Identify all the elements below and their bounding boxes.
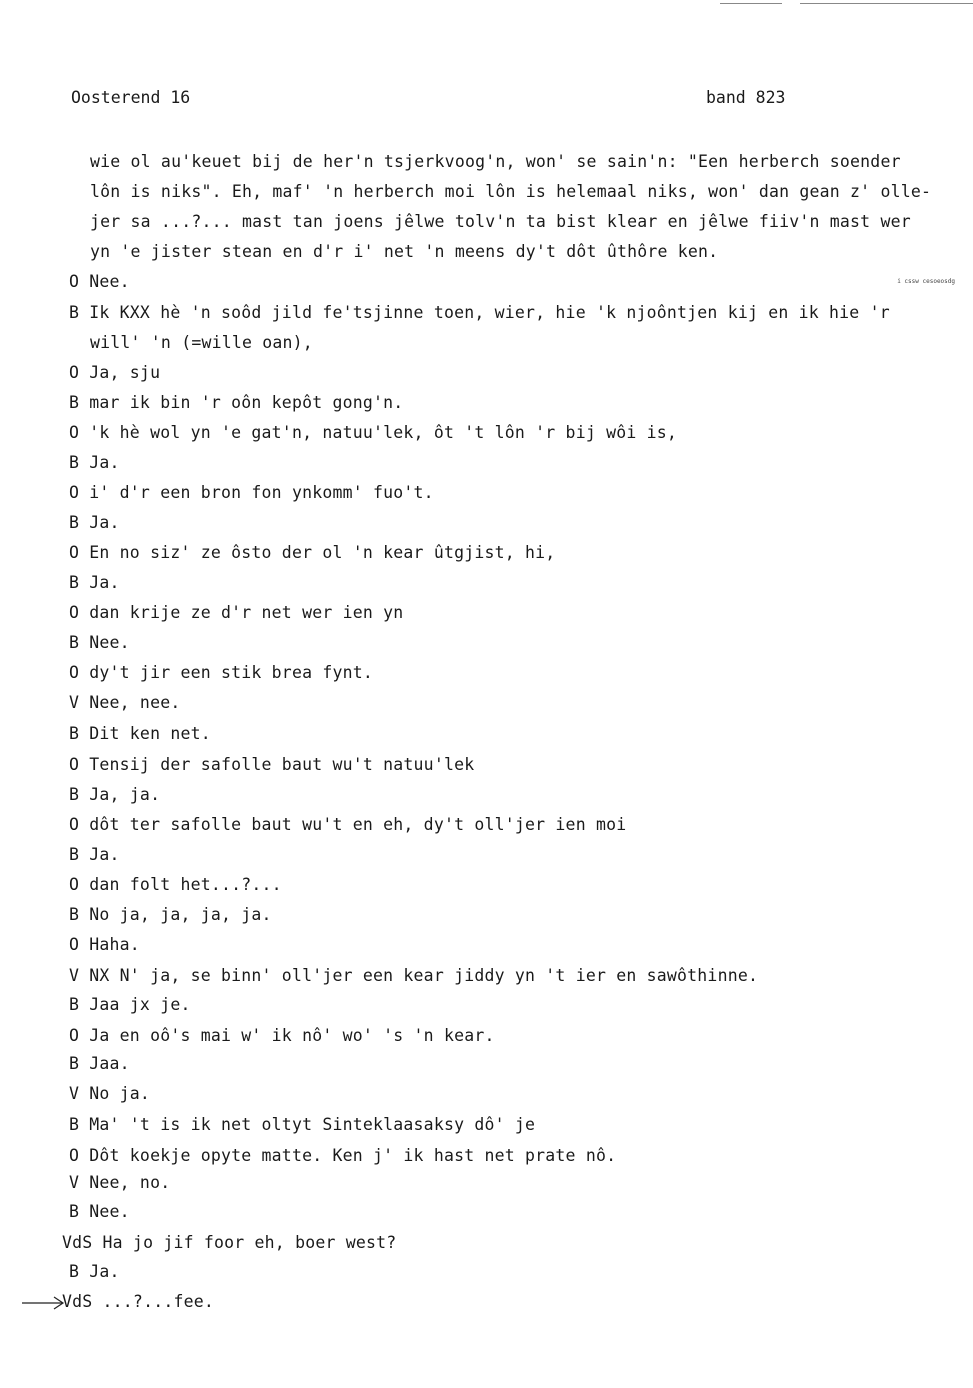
transcript-line: yn 'e jister stean en d'r i' net 'n meens dy't dôt ûthôre ken. [90,242,719,261]
transcript-line: B Ja. [69,845,120,864]
transcript-line: B Dit ken net. [69,724,211,743]
transcript-line: V Nee, no. [69,1173,171,1192]
top-rule [800,3,973,4]
transcript-line: O dy't jir een stik brea fynt. [69,663,374,682]
transcript-line: B Nee. [69,633,130,652]
transcript-line: O Nee. [69,272,130,291]
transcript-line: B Ja, ja. [69,785,161,804]
transcript-line: will' 'n (=wille oan), [90,333,313,352]
transcript-line: B mar ik bin 'r oôn kepôt gong'n. [69,393,404,412]
transcript-line: lôn is niks". Eh, maf' 'n herberch moi lôn is helemaal niks, won' dan gean z' olle- [90,182,932,201]
transcript-line: O i' d'r een bron fon ynkomm' fuo't. [69,483,434,502]
transcript-line: O Ja, sju [69,363,161,382]
transcript-line: V NX N' ja, se binn' oll'jer een kear jiddy yn 't ier en sawôthinne. [69,966,759,985]
transcript-line: wie ol au'keuet bij de her'n tsjerkvoog'n, won' se sain'n: "Een herberch soender [90,152,901,171]
transcript-line: B Jaa. [69,1054,130,1073]
transcript-line: B Ja. [69,1262,120,1281]
transcript-line: O Ja en oô's mai w' ik nô' wo' 's 'n kear. [69,1026,495,1045]
header-tape-number: band 823 [706,88,786,107]
transcript-line: O En no siz' ze ôsto der ol 'n kear ûtgjist, hi, [69,543,556,562]
transcript-line: B Nee. [69,1202,130,1221]
transcript-line: O 'k hè wol yn 'e gat'n, natuu'lek, ôt 't lôn 'r bij wôi is, [69,423,678,442]
transcript-line: V Nee, nee. [69,693,181,712]
transcript-line: B Ja. [69,513,120,532]
transcript-line: B Ja. [69,573,120,592]
transcript-line: O dan folt het...?... [69,875,282,894]
transcript-line: O dan krije ze d'r net wer ien yn [69,603,404,622]
top-rule [720,3,782,4]
margin-arrow-icon [20,1294,66,1310]
transcript-line: V No ja. [69,1084,151,1103]
transcript-line: B No ja, ja, ja, ja. [69,905,272,924]
transcript-line: O dôt ter safolle baut wu't en eh, dy't oll'jer ien moi [69,815,627,834]
transcript-line: O Haha. [69,935,140,954]
transcript-line: B Ma' 't is ik net oltyt Sinteklaasaksy dô' je [69,1115,536,1134]
transcript-line: VdS Ha jo jif foor eh, boer west? [62,1233,397,1252]
transcript-line: O Tensij der safolle baut wu't natuu'lek [69,755,475,774]
header-location: Oosterend 16 [71,88,191,107]
transcript-line: B Ja. [69,453,120,472]
margin-note: i cssw cesoeosdg [897,278,955,285]
transcript-line: VdS ...?...fee. [62,1292,215,1311]
transcript-line: B Jaa jx je. [69,995,191,1014]
transcript-line: O Dôt koekje opyte matte. Ken j' ik hast net prate nô. [69,1146,617,1165]
transcript-line: jer sa ...?... mast tan joens jêlwe tolv'n ta bist klear en jêlwe fiiv'n mast wer [90,212,911,231]
transcript-line: B Ik KXX hè 'n soôd jild fe'tsjinne toen, wier, hie 'k njoôntjen kij en ik hie 'r [69,303,890,322]
